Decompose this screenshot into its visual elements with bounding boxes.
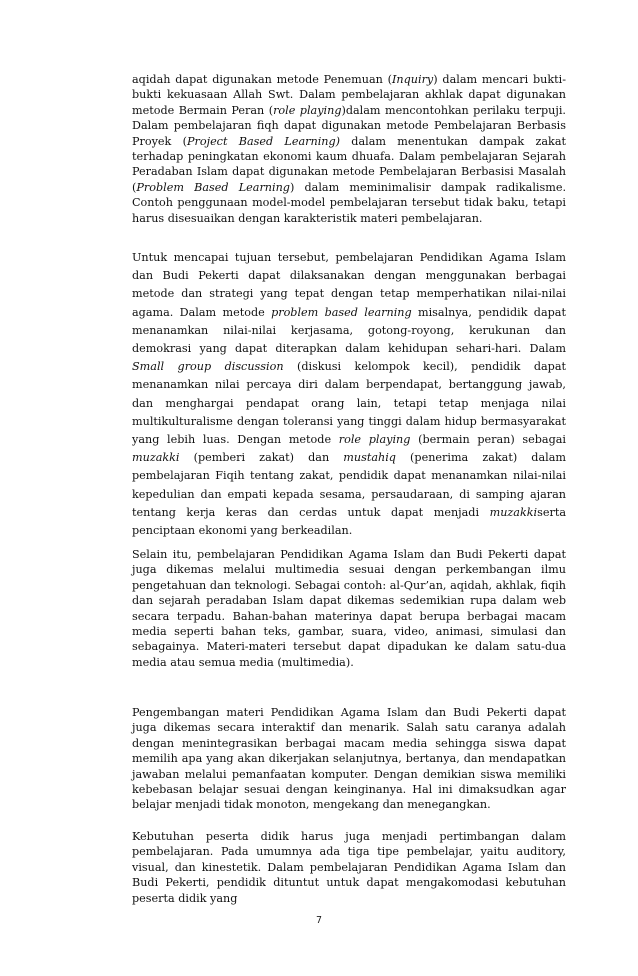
italic-term: Inquiry (392, 73, 434, 86)
paragraph-1 (132, 72, 566, 226)
text-run: Pengembangan materi Pendidikan Agama Islam dan Budi Pekerti dapat juga dikemas secara interaktif dan menarik. Salah satu caranya adalah dengan menintegrasikan berbagai macam media sehingga siswa dapat memilih apa yang akan dikerjakan selanjutnya, bertanya, dan mendapatkan jawaban melalui pemanfaatan komputer. Dengan demikian siswa memiliki kebebasan belajar sesuai dengan keinginanya. Hal ini dimaksudkan agar belajar menjadi tidak monoton, mengekang dan menegangkan. (132, 706, 566, 812)
text-run: dalam menentukan dampak zakat terhadap peningkatan ekonomi kaum dhuafa. Dalam pembelajaran Sejarah Peradaban Islam dapat digunakan metode Pembelajaran Berbasisi Masalah ( (132, 134, 566, 194)
paragraph-3 (132, 547, 566, 670)
text-run: serta penciptaan ekonomi yang berkeadilan. (132, 505, 566, 538)
text-run: misalnya, pendidik dapat menanamkan nilai-nilai kerjasama, gotong-royong, kerukunan dan demokrasi yang dapat diterapkan dalam kehidupan sehari-hari. Dalam (132, 305, 566, 356)
italic-term: mustahiq (343, 451, 396, 465)
italic-term: role playing (273, 103, 342, 117)
italic-term: Problem Based Learning (136, 180, 290, 194)
text-run: (bermain peran) sebagai (410, 433, 567, 447)
italic-term: muzakki (489, 505, 538, 519)
paragraph-2 (132, 249, 566, 540)
text-run: (pemberi zakat) dan (179, 451, 344, 465)
text-run: ) dalam meminimalisir dampak radikalisme. Contoh penggunaan model-model pembelajaran tersebut tidak baku, tetapi harus disesuaikan dengan karakteristik materi pembelajaran. (132, 180, 566, 225)
text-run: Untuk mencapai tujuan tersebut, pembelajaran Pendidikan Agama Islam dan Budi Pekerti dapat dilaksanakan dengan menggunakan berbagai metode dan strategi yang tepat dengan tetap memperhatikan nilai-nilai agama. Dalam metode (132, 251, 566, 319)
italic-term: role playing (338, 433, 411, 447)
text-run: ) dalam mencari bukti-bukti kekuasaan Allah Swt. Dalam pembelajaran akhlak dapat digunakan metode Bermain Peran ( (132, 73, 566, 117)
text-run: aqidah dapat digunakan metode Penemuan ( (132, 73, 392, 86)
italic-term: Small group discussion (132, 360, 284, 374)
paragraph-5 (132, 829, 566, 906)
paragraph-4 (132, 705, 566, 813)
italic-term: problem based learning (271, 305, 412, 319)
page-number: 7 (315, 915, 323, 926)
italic-term: Project Based Learning) (186, 134, 341, 148)
text-run: Selain itu, pembelajaran Pendidikan Agama Islam dan Budi Pekerti dapat juga dikemas melalui multimedia sesuai dengan perkembangan ilmu pengetahuan dan teknologi. Sebagai contoh: al-Qur’an, aqidah, akhlak, fiqih dan sejarah peradaban Islam dapat dikemas sedemikian rupa dalam web secara terpadu. Bahan-bahan materinya dapat berupa berbagai macam media seperti bahan teks, gambar, suara, video, animasi, simulasi dan sebagainya. Materi-materi tersebut dapat dipadukan ke dalam satu-dua media atau semua media (multimedia). (132, 548, 566, 669)
text-run: )dalam mencontohkan perilaku terpuji. Dalam pembelajaran fiqh dapat digunakan metode Pembelajaran Berbasis Proyek ( (132, 103, 566, 148)
italic-term: muzakki (132, 451, 180, 465)
text-run: (penerima zakat) dalam pembelajaran Fiqih tentang zakat, pendidik dapat menanamkan nilai-nilai kepedulian dan empati kepada sesama, persaudaraan, di samping ajaran tentang kerja keras dan cerdas untuk dapat menjadi (132, 451, 566, 519)
text-run: Kebutuhan peserta didik harus juga menjadi pertimbangan dalam pembelajaran. Pada umumnya ada tiga tipe pembelajar, yaitu auditory, visual, dan kinestetik. Dalam pembelajaran Pendidikan Agama Islam dan Budi Pekerti, pendidik dituntut untuk dapat mengakomodasi kebutuhan peserta didik yang (132, 830, 566, 905)
text-run: (diskusi kelompok kecil), pendidik dapat menanamkan nilai percaya diri dalam berpendapat, bertanggung jawab, dan menghargai pendapat orang lain, tetapi tetap menjaga nilai multikulturalisme dengan toleransi yang tinggi dalam hidup bermasyarakat yang lebih luas. Dengan metode (132, 360, 566, 447)
